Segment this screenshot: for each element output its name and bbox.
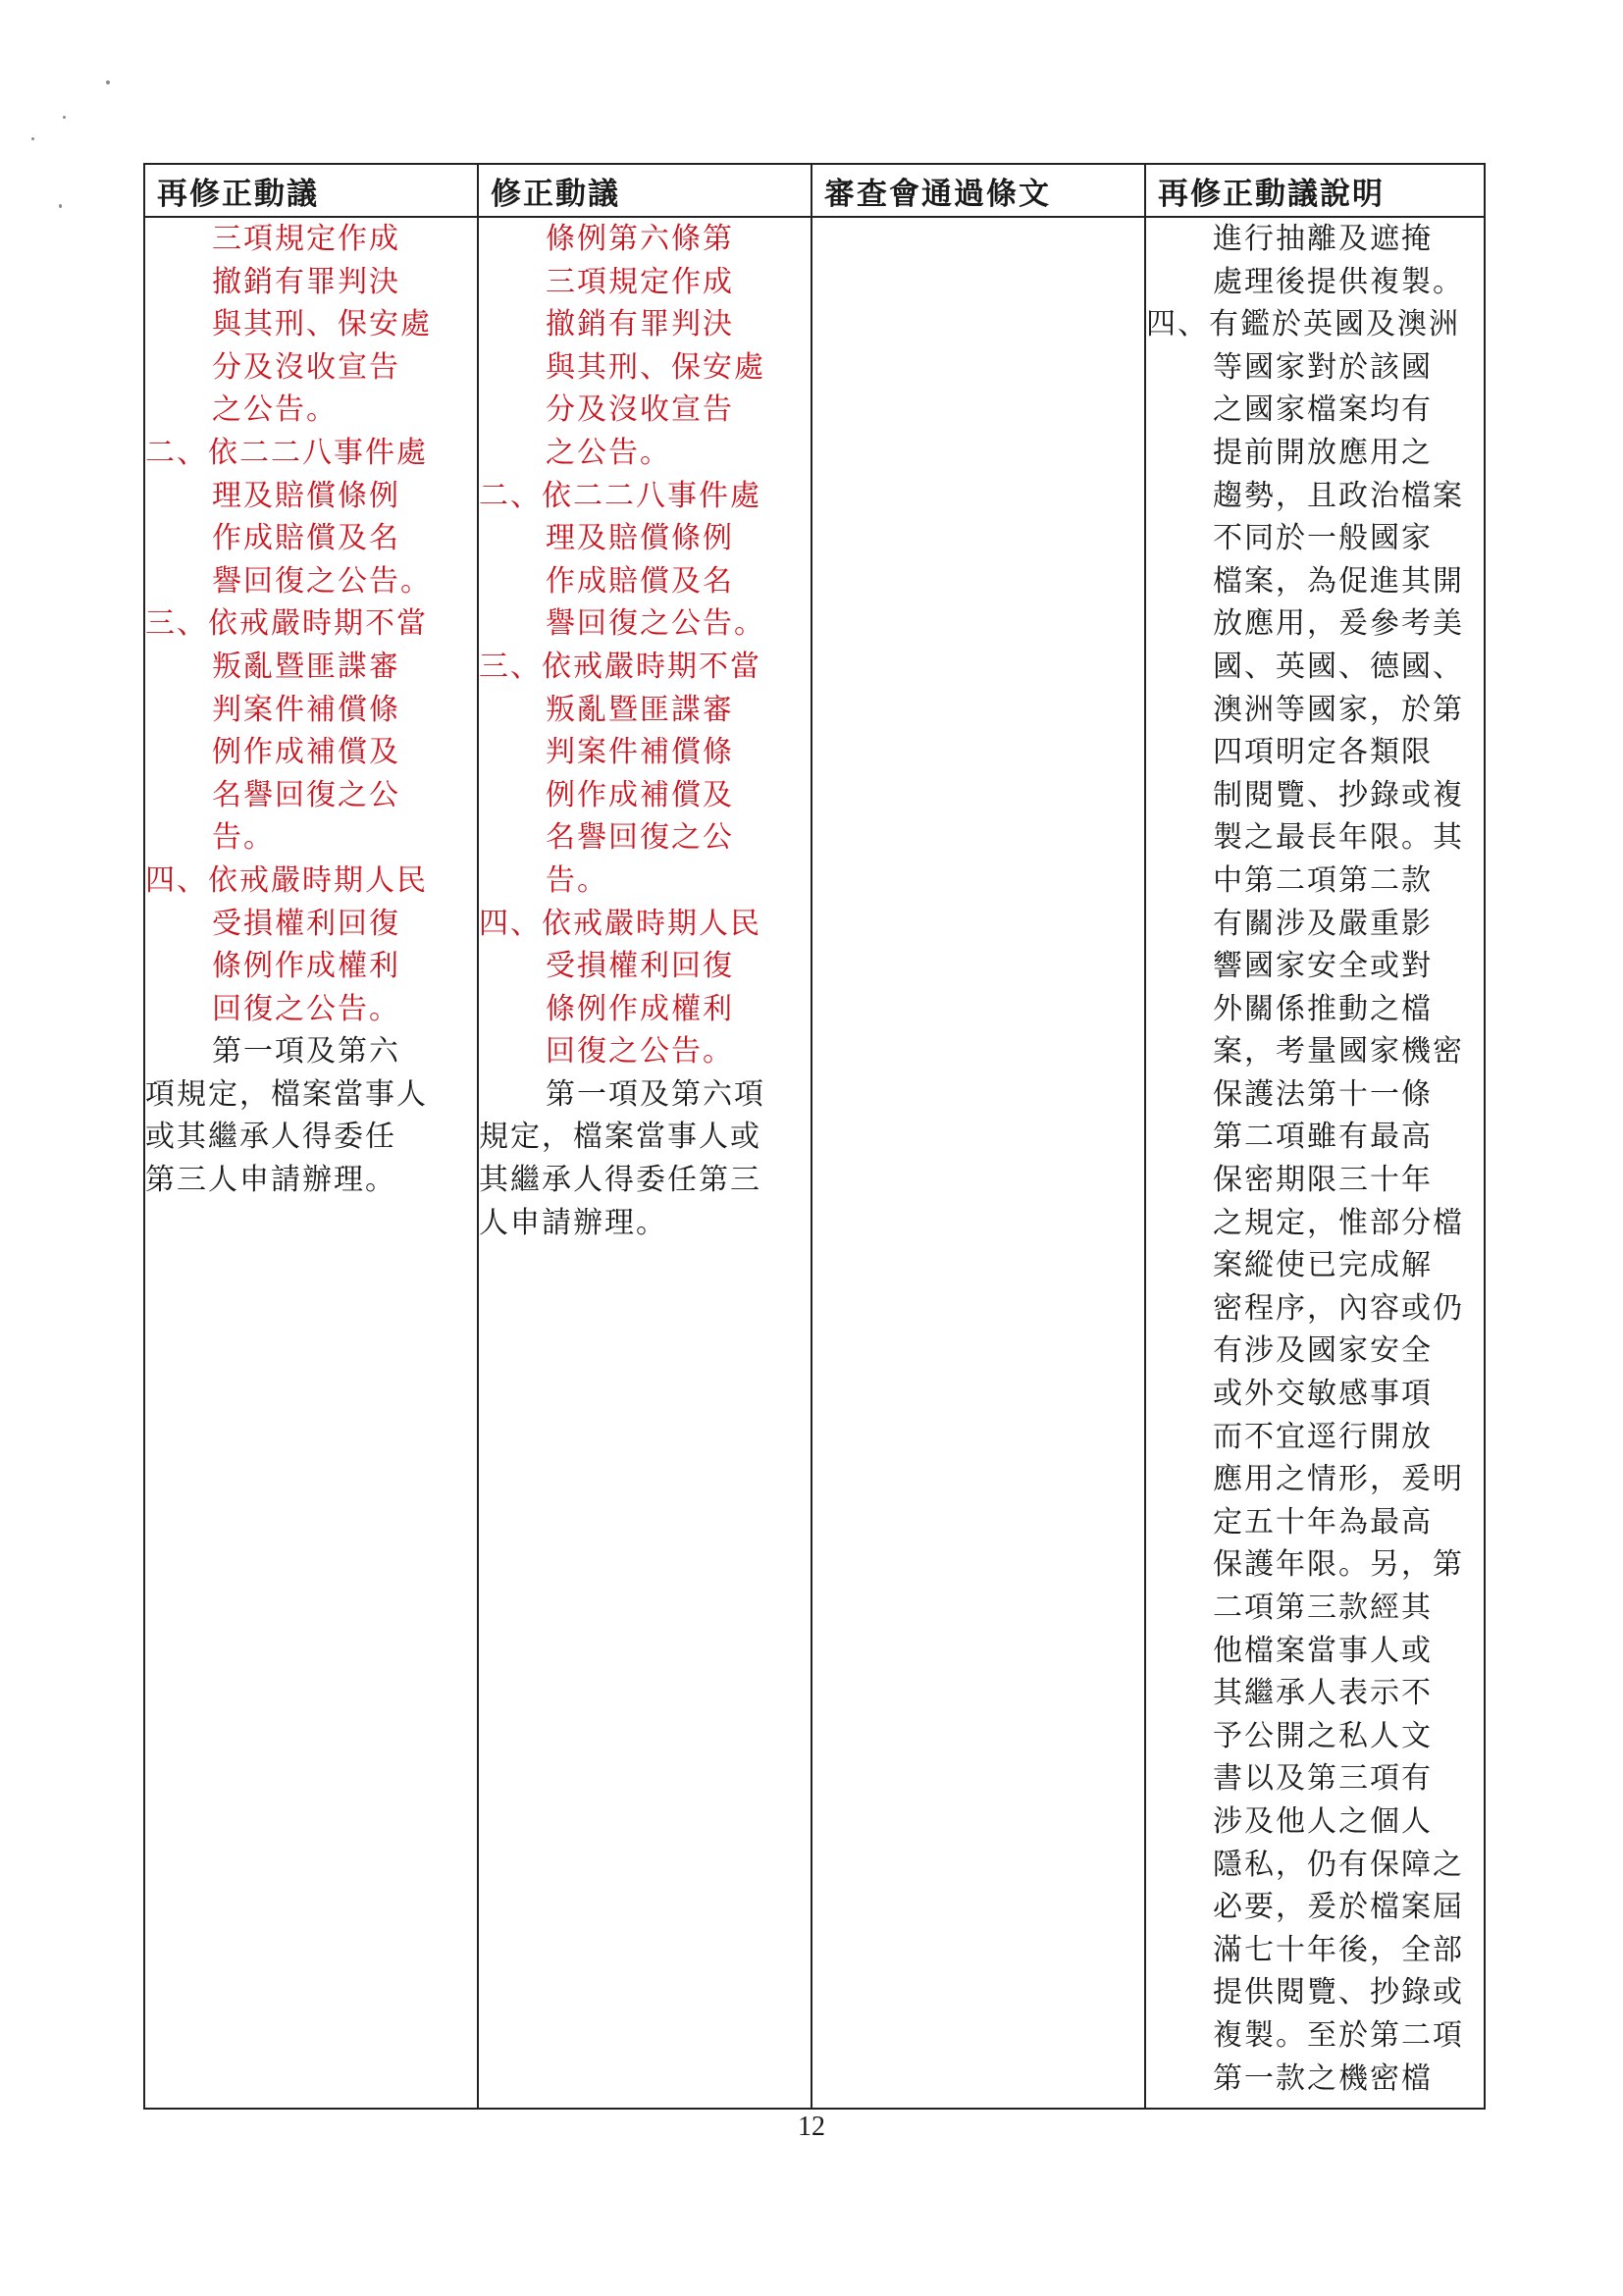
text-line — [1146, 1844, 1484, 1887]
text-line-content: 回復之公告。 — [212, 991, 400, 1026]
text-line-content: 作成賠償及名 — [212, 521, 400, 556]
text-line — [1146, 1715, 1484, 1758]
text-line — [479, 816, 811, 860]
text-line-content: 三項規定作成 — [546, 264, 734, 299]
text-line — [479, 432, 811, 475]
text-line — [479, 389, 811, 432]
cell-revised-motion — [144, 217, 478, 2109]
text-line — [1146, 945, 1484, 988]
text-line-content: 提供閱覽、抄錄或 — [1213, 1975, 1464, 2010]
text-line — [145, 646, 477, 689]
text-line-content: 保護年限。另，第 — [1213, 1547, 1464, 1583]
text-line-content: 書以及第三項有 — [1213, 1761, 1433, 1797]
text-line — [479, 988, 811, 1031]
text-line-content: 條例作成權利 — [212, 949, 400, 984]
text-line — [145, 1030, 477, 1073]
text-line — [1146, 1800, 1484, 1844]
text-line-content: 四、依戒嚴時期人民 — [479, 906, 761, 941]
text-line — [1146, 1030, 1484, 1073]
text-line — [145, 560, 477, 603]
amendment-comparison-table — [143, 163, 1486, 2110]
text-line — [479, 1116, 811, 1159]
text-line — [479, 1030, 811, 1073]
text-line-content: 而不宜逕行開放 — [1213, 1419, 1433, 1454]
text-line-content: 第一項及第六項 — [546, 1076, 765, 1112]
text-line-content: 隱私，仍有保障之 — [1213, 1847, 1464, 1882]
text-line-content: 受損權利回復 — [546, 949, 734, 984]
text-line-content: 澳洲等國家，於第 — [1213, 692, 1464, 727]
text-line-content: 理及賠償條例 — [212, 478, 400, 513]
text-line-content: 制閱覽、抄錄或複 — [1213, 777, 1464, 812]
text-line-content: 予公開之私人文 — [1213, 1718, 1433, 1753]
text-line-content: 複製。至於第二項 — [1213, 2017, 1464, 2053]
text-line-content: 必要，爰於檔案屆 — [1213, 1890, 1464, 1925]
text-line-content: 滿七十年後，全部 — [1213, 1932, 1464, 1967]
text-line — [1146, 1116, 1484, 1159]
text-line-content: 條例作成權利 — [546, 991, 734, 1026]
text-line — [1146, 816, 1484, 860]
text-line — [145, 860, 477, 903]
text-line-content: 保護法第十一條 — [1213, 1076, 1433, 1112]
text-line-content: 之公告。 — [546, 435, 671, 470]
text-line-content: 理及賠償條例 — [546, 521, 734, 556]
text-line — [1146, 1416, 1484, 1459]
scan-speck — [59, 204, 62, 208]
text-line-content: 響國家安全或對 — [1213, 949, 1433, 984]
text-line-content: 作成賠償及名 — [546, 563, 734, 599]
text-line — [1146, 1287, 1484, 1331]
text-line-content: 判案件補償條 — [212, 692, 400, 727]
text-line-content: 等國家對於該國 — [1213, 349, 1433, 385]
text-line — [1146, 1073, 1484, 1117]
text-line-content: 密程序，內容或仍 — [1213, 1290, 1464, 1326]
text-line-content: 四、有鑑於英國及澳洲 — [1146, 307, 1460, 342]
text-line-content: 三項規定作成 — [212, 222, 400, 256]
text-line-content: 國、英國、德國、 — [1213, 649, 1464, 684]
text-line-content: 他檔案當事人或 — [1213, 1633, 1433, 1668]
text-line-content: 叛亂暨匪諜審 — [546, 692, 734, 727]
text-line-content: 有涉及國家安全 — [1213, 1333, 1433, 1369]
text-line — [145, 774, 477, 817]
text-line — [1146, 432, 1484, 475]
text-line — [145, 389, 477, 432]
text-line — [1146, 602, 1484, 646]
text-line-content: 處理後提供複製。 — [1213, 264, 1464, 299]
text-line — [1146, 1886, 1484, 1929]
header-amendment-motion: 修正動議 — [478, 164, 812, 217]
text-line-content: 條例第六條第 — [546, 222, 734, 256]
text-line — [479, 602, 811, 646]
header-revised-motion-explanation: 再修正動議說明 — [1145, 164, 1485, 217]
text-line — [1146, 389, 1484, 432]
text-line-content: 分及沒收宣告 — [212, 349, 400, 385]
text-line — [1146, 1929, 1484, 1972]
text-line — [1146, 517, 1484, 560]
text-line — [1146, 1244, 1484, 1287]
text-line-content: 中第二項第二款 — [1213, 862, 1433, 898]
text-line — [1146, 774, 1484, 817]
text-line — [479, 303, 811, 346]
text-line — [1146, 261, 1484, 304]
text-line — [1146, 731, 1484, 774]
text-line-content: 二、依二二八事件處 — [479, 478, 761, 513]
text-line — [1146, 2058, 1484, 2101]
text-line-content: 或外交敏感事項 — [1213, 1377, 1433, 1412]
text-line-content: 或其繼承人得委任 — [145, 1120, 396, 1155]
text-line — [145, 218, 477, 261]
text-line — [479, 731, 811, 774]
text-line-content: 第一款之機密檔 — [1213, 2061, 1433, 2096]
text-line — [1146, 903, 1484, 946]
text-line — [1146, 689, 1484, 732]
text-line — [1146, 860, 1484, 903]
text-line — [1146, 988, 1484, 1031]
text-line-content: 人申請辦理。 — [479, 1205, 667, 1240]
text-line-content: 項規定，檔案當事人 — [145, 1076, 428, 1112]
text-line — [145, 303, 477, 346]
text-line — [1146, 346, 1484, 390]
text-line-content: 應用之情形，爰明 — [1213, 1462, 1464, 1497]
text-line-content: 譽回復之公告。 — [546, 606, 765, 642]
text-line-content: 之國家檔案均有 — [1213, 392, 1433, 428]
text-line — [1146, 560, 1484, 603]
text-line — [479, 517, 811, 560]
text-line — [1146, 1202, 1484, 1245]
text-line-content: 撤銷有罪判決 — [212, 264, 400, 299]
text-line-content: 其繼承人表示不 — [1213, 1676, 1433, 1711]
text-line-content: 告。 — [212, 820, 275, 856]
cell-explanation — [1145, 217, 1485, 2109]
text-line — [145, 602, 477, 646]
text-line — [1146, 1587, 1484, 1630]
text-line — [479, 774, 811, 817]
table-header-row — [144, 164, 1485, 217]
text-line — [1146, 2014, 1484, 2058]
text-line — [479, 475, 811, 518]
text-line — [479, 1073, 811, 1117]
text-line — [145, 731, 477, 774]
text-line — [479, 689, 811, 732]
text-line — [479, 1159, 811, 1202]
text-line — [1146, 1672, 1484, 1715]
text-line — [145, 475, 477, 518]
text-line — [145, 346, 477, 390]
text-line — [145, 816, 477, 860]
text-line-content: 其繼承人得委任第三 — [479, 1163, 761, 1198]
text-line — [145, 1073, 477, 1117]
text-line-content: 保密期限三十年 — [1213, 1163, 1433, 1198]
text-line-content: 名譽回復之公 — [212, 777, 400, 812]
text-line — [1146, 1971, 1484, 2014]
text-line — [479, 903, 811, 946]
text-line-content: 之規定，惟部分檔 — [1213, 1205, 1464, 1240]
text-line — [145, 689, 477, 732]
text-line — [1146, 1543, 1484, 1587]
text-line-content: 與其刑、保安處 — [212, 307, 432, 342]
text-line — [145, 517, 477, 560]
text-line — [1146, 1501, 1484, 1544]
text-line — [479, 945, 811, 988]
text-line — [145, 432, 477, 475]
text-line — [479, 860, 811, 903]
header-committee-passed-text: 審查會通過條文 — [812, 164, 1145, 217]
text-line-content: 撤銷有罪判決 — [546, 307, 734, 342]
text-line — [1146, 1458, 1484, 1501]
text-line-content: 回復之公告。 — [546, 1034, 734, 1070]
text-line-content: 名譽回復之公 — [546, 820, 734, 856]
text-line — [1146, 1159, 1484, 1202]
text-line-content: 案縱使已完成解 — [1213, 1248, 1433, 1283]
text-line-content: 四項明定各類限 — [1213, 735, 1433, 770]
text-line — [145, 1116, 477, 1159]
text-line-content: 譽回復之公告。 — [212, 563, 432, 599]
text-line-content: 二項第三款經其 — [1213, 1591, 1433, 1625]
text-line-content: 三、依戒嚴時期不當 — [145, 606, 428, 642]
scan-speck — [63, 116, 66, 119]
text-line — [479, 1202, 811, 1245]
cell-amendment-motion — [478, 217, 812, 2109]
text-line — [479, 261, 811, 304]
text-line — [1146, 1373, 1484, 1416]
text-line-content: 製之最長年限。其 — [1213, 820, 1464, 856]
text-line-content: 案，考量國家機密 — [1213, 1034, 1464, 1070]
text-line-content: 二、依二二八事件處 — [145, 435, 428, 470]
text-line-content: 第二項雖有最高 — [1213, 1120, 1433, 1155]
text-line — [1146, 1330, 1484, 1373]
text-line-content: 分及沒收宣告 — [546, 392, 734, 428]
text-line — [1146, 646, 1484, 689]
scan-speck — [31, 137, 34, 140]
text-line — [1146, 218, 1484, 261]
text-line — [1146, 1630, 1484, 1673]
text-line-content: 判案件補償條 — [546, 735, 734, 770]
text-line-content: 檔案，為促進其開 — [1213, 563, 1464, 599]
text-line-content: 有關涉及嚴重影 — [1213, 906, 1433, 941]
text-line-content: 之公告。 — [212, 392, 338, 428]
text-line — [1146, 1757, 1484, 1800]
text-line-content: 趨勢，且政治檔案 — [1213, 478, 1464, 513]
text-line — [479, 218, 811, 261]
text-line-content: 叛亂暨匪諜審 — [212, 649, 400, 684]
text-line-content: 放應用，爰參考美 — [1213, 606, 1464, 642]
text-line — [479, 346, 811, 390]
text-line — [479, 646, 811, 689]
text-line-content: 四、依戒嚴時期人民 — [145, 862, 428, 898]
text-line-content: 三、依戒嚴時期不當 — [479, 649, 761, 684]
text-line-content: 受損權利回復 — [212, 906, 400, 941]
text-line-content: 不同於一般國家 — [1213, 521, 1433, 556]
cell-committee-passed-text — [812, 217, 1145, 2109]
text-line — [145, 261, 477, 304]
page-number: 12 — [798, 2112, 825, 2142]
text-line-content: 例作成補償及 — [212, 735, 400, 770]
text-line-content: 告。 — [546, 862, 608, 898]
text-line-content: 第一項及第六 — [212, 1034, 400, 1070]
table-body-row — [144, 217, 1485, 2109]
text-line — [145, 1159, 477, 1202]
header-revised-motion: 再修正動議 — [144, 164, 478, 217]
scan-speck — [106, 80, 110, 84]
text-line — [145, 988, 477, 1031]
text-line-content: 提前開放應用之 — [1213, 435, 1433, 470]
text-line-content: 進行抽離及遮掩 — [1213, 222, 1433, 256]
text-line — [145, 903, 477, 946]
text-line-content: 規定，檔案當事人或 — [479, 1120, 761, 1155]
text-line-content: 例作成補償及 — [546, 777, 734, 812]
text-line — [479, 560, 811, 603]
text-line-content: 定五十年為最高 — [1213, 1504, 1433, 1539]
text-line — [145, 945, 477, 988]
text-line-content: 外關係推動之檔 — [1213, 991, 1433, 1026]
text-line — [1146, 303, 1484, 346]
text-line — [1146, 475, 1484, 518]
text-line-content: 涉及他人之個人 — [1213, 1803, 1433, 1839]
text-line-content: 第三人申請辦理。 — [145, 1163, 396, 1198]
text-line-content: 與其刑、保安處 — [546, 349, 765, 385]
